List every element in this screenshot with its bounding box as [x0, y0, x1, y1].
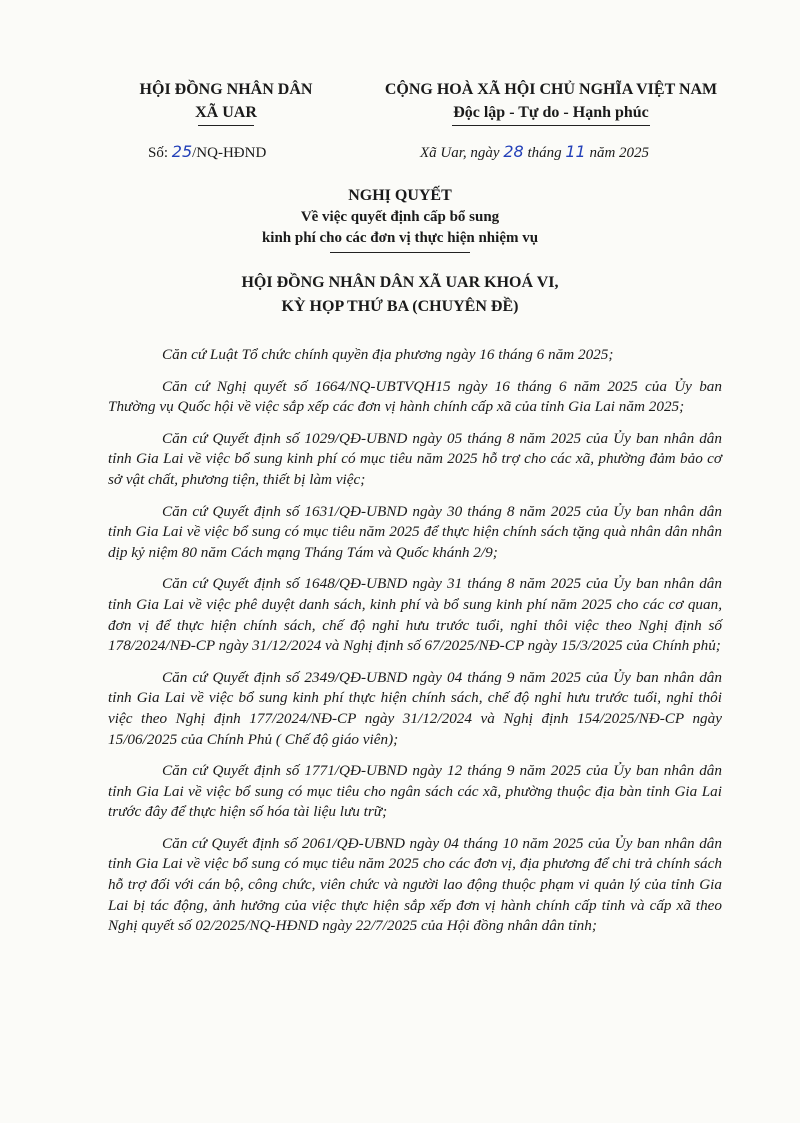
issuing-organization	[122, 78, 330, 126]
nation-name: CỘNG HOÀ XÃ HỘI CHỦ NGHĨA VIỆT NAM	[384, 81, 718, 98]
national-motto	[358, 78, 744, 126]
doc-number-handwritten: 25	[171, 142, 193, 161]
paragraph: Căn cứ Quyết định số 2349/QĐ-UBND ngày 04 tháng 9 năm 2025 của Ủy ban nhân dân tỉnh Gia Lai về việc bổ sung kinh phí thực hiện chính sách, chế độ nghỉ hưu trước tuổi, nghỉ thôi việc theo Nghị định 177/2024/NĐ-CP ngày 31/12/2024 và Nghị định 154/2025/NĐ-CP ngày 15/06/2025 của Chính Phủ ( Chế độ giáo viên);	[108, 668, 722, 748]
place-date-year: năm 2025	[585, 145, 650, 161]
paragraph: Căn cứ Nghị quyết số 1664/NQ-UBTVQH15 ngày 16 tháng 6 năm 2025 của Ủy ban Thường vụ Quốc hội về việc sắp xếp các đơn vị hành chính cấp xã của tỉnh Gia Lai năm 2025;	[108, 377, 722, 416]
paragraph: Căn cứ Luật Tổ chức chính quyền địa phương ngày 16 tháng 6 năm 2025;	[162, 346, 614, 363]
council-line2: KỲ HỌP THỨ BA (CHUYÊN ĐỀ)	[281, 298, 519, 315]
council-line1: HỘI ĐỒNG NHÂN DÂN XÃ UAR KHOÁ VI,	[241, 274, 559, 291]
paragraph: Căn cứ Quyết định số 1771/QĐ-UBND ngày 12 tháng 9 năm 2025 của Ủy ban nhân dân tỉnh Gia Lai về việc bổ sung có mục tiêu cho ngân sách các xã, phường thuộc địa bàn tỉnh Gia Lai trước đây để thực hiện số hóa tài liệu lưu trữ;	[108, 762, 722, 821]
paragraph: Căn cứ Quyết định số 1029/QĐ-UBND ngày 05 tháng 8 năm 2025 của Ủy ban nhân dân tỉnh Gia Lai về việc bổ sung kinh phí có mục tiêu năm 2025 hỗ trợ cho các xã, phường đảm bảo cơ sở vật chất, phương tiện, thiết bị làm việc;	[108, 429, 722, 488]
council-heading	[120, 271, 680, 319]
org-name-line1: HỘI ĐỒNG NHÂN DÂN	[139, 81, 313, 98]
title-underline	[330, 252, 470, 253]
paragraph: Căn cứ Quyết định số 2061/QĐ-UBND ngày 04 tháng 10 năm 2025 của Ủy ban nhân dân tỉnh Gia Lai về việc bổ sung có mục tiêu năm 2025 cho các đơn vị, địa phương để chi trả chính sách hỗ trợ đối với cán bộ, công chức, viên chức và người lao động thuộc phạm vi quản lý của tỉnh Gia Lai bị tác động, ảnh hưởng của việc thực hiện sắp xếp đơn vị hành chính cấp tỉnh và cấp xã theo Nghị quyết số 02/2025/NQ-HĐND ngày 22/7/2025 của Hội đồng nhân dân tỉnh;	[108, 834, 722, 935]
motto: Độc lập - Tự do - Hạnh phúc	[453, 104, 649, 121]
document-title	[150, 185, 650, 253]
paragraph: Căn cứ Quyết định số 1631/QĐ-UBND ngày 30 tháng 8 năm 2025 của Ủy ban nhân dân tỉnh Gia Lai về việc bổ sung có mục tiêu năm 2025 để thực hiện chính sách tặng quà nhân dân nhân dịp kỷ niệm 80 năm Cách mạng Tháng Tám và Quốc khánh 2/9;	[108, 502, 722, 561]
org-name-line2: XÃ UAR	[195, 104, 257, 121]
document-number	[148, 142, 266, 162]
motto-underline	[452, 125, 650, 126]
place-date	[420, 142, 649, 162]
handwritten-day: 28	[503, 142, 524, 161]
handwritten-month: 11	[565, 142, 586, 161]
place-date-text: Xã Uar, ngày	[420, 145, 504, 161]
document-body	[108, 345, 722, 948]
title-sub2: kinh phí cho các đơn vị thực hiện nhiệm vụ	[261, 230, 539, 246]
doc-number-suffix: /NQ-HĐND	[192, 145, 267, 161]
title-sub1: Về việc quyết định cấp bổ sung	[300, 209, 500, 225]
paragraph: Căn cứ Quyết định số 1648/QĐ-UBND ngày 31 tháng 8 năm 2025 của Ủy ban nhân dân tỉnh Gia Lai về việc phê duyệt danh sách, kinh phí và bổ sung kinh phí năm 2025 cho các cơ quan, đơn vị để thực hiện chính sách, chế độ nghỉ hưu trước tuổi, nghỉ thôi việc theo Nghị định số 178/2024/NĐ-CP ngày 31/12/2024 và Nghị định số 67/2025/NĐ-CP ngày 15/3/2025 của Chính phủ;	[108, 575, 722, 655]
title-main: NGHỊ QUYẾT	[348, 187, 452, 204]
org-underline	[198, 125, 254, 126]
doc-number-prefix: Số:	[148, 145, 172, 161]
place-date-month-label: tháng	[523, 145, 566, 161]
